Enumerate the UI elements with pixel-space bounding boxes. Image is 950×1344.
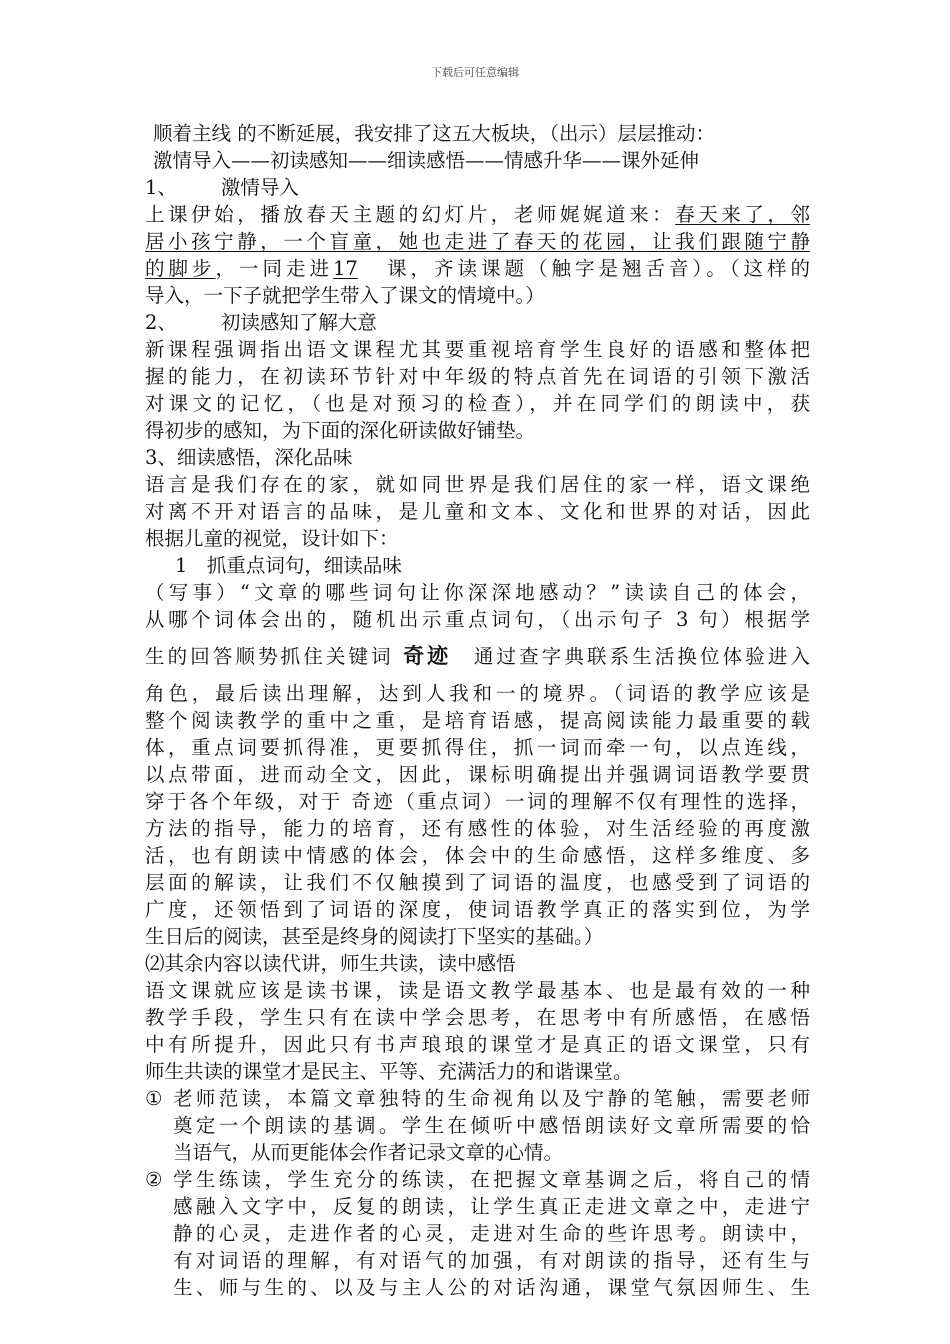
keyword-line: 生的回答顺势抓住关键词 奇迹 通过查字典联系生活换位体验进入 (145, 644, 810, 668)
section-2-line: 对课文的记忆，（也是对预习的检查），并在同学们的朗读中，获 (145, 392, 810, 415)
paragraph-line: 穿于各个年级，对于 奇迹（重点词）一词的理解不仅有理性的选择， (145, 790, 810, 813)
paragraph-line: 师生共读的课堂才是民主、平等、充满活力的和谐课堂。 (145, 1060, 633, 1083)
paragraph-line: 活，也有朗读中情感的体会，体会中的生命感悟，这样多维度、多 (145, 844, 810, 867)
section-1-line: 的脚步，一同走进17 课，齐读课题（触字是翘舌音）。（这样的 (145, 257, 810, 280)
item-line: 奠定一个朗读的基调。学生在倾听中感悟朗读好文章所需要的恰 (173, 1114, 810, 1137)
paragraph-line: 教学手段，学生只有在读中学会思考，在思考中有所感悟，在感悟 (145, 1006, 810, 1029)
item-line: 学生练读，学生充分的练读，在把握文章基调之后，将自己的情 (173, 1168, 810, 1191)
paragraph-line: 整个阅读教学的重中之重，是培育语感，提高阅读能力最重要的载 (145, 709, 810, 732)
numbered-item-2 (145, 1166, 810, 1301)
section-2-line: 握的能力，在初读环节针对中年级的特点首先在词语的引领下激活 (145, 365, 810, 388)
section-2-heading (145, 309, 810, 336)
section-3-line: 语言是我们存在的家，就如同世界是我们居住的家一样，语文课绝 (145, 473, 810, 496)
section-3-heading: 3、细读感悟，深化品味 (145, 446, 353, 469)
subheading-2: ⑵其余内容以读代讲，师生共读，读中感悟 (145, 952, 516, 975)
section-1-heading (145, 174, 810, 201)
document-body (145, 120, 810, 1301)
lesson-number: 17 (333, 257, 358, 280)
section-2-title: 初读感知了解大意 (220, 311, 377, 334)
section-2-line: 得初步的感知，为下面的深化研读做好铺垫。 (145, 419, 536, 442)
underlined-quote: 的脚步 (145, 257, 216, 280)
underlined-quote: 春天来了，邻 (675, 203, 810, 226)
item-line: 静的心灵，走进作者的心灵，走进对生命的些许思考。朗读中， (173, 1222, 810, 1245)
circled-number-2: ② (145, 1168, 163, 1191)
paragraph-line: 以点带面，进而动全文，因此，课标明确提出并强调词语教学要贯 (145, 763, 810, 786)
paragraph-line: 角色，最后读出理解，达到人我和一的境界。（词语的教学应该是 (145, 682, 810, 705)
section-2-number: 2、 (145, 311, 177, 334)
section-1-line: 居小孩宁静，一个盲童，她也走进了春天的花园，让我们跟随宁静 (145, 230, 810, 253)
paragraph-line: 层面的解读，让我们不仅触摸到了词语的温度，也感受到了词语的 (145, 871, 810, 894)
numbered-item-1 (145, 1085, 810, 1166)
section-1-line: 上课伊始，播放春天主题的幻灯片，老师娓娓道来：春天来了，邻 (145, 203, 810, 226)
subheading-1: 1 抓重点词句，细读品味 (175, 554, 402, 577)
circled-number-1: ① (145, 1087, 163, 1110)
paragraph-line: 中有所提升，因此只有书声琅琅的课堂才是真正的语文课堂，只有 (145, 1033, 810, 1056)
paragraph-line: 生日后的阅读，甚至是终身的阅读打下坚实的基础。） (145, 925, 604, 948)
section-2-line: 新课程强调指出语文课程尤其要重视培育学生良好的语感和整体把 (145, 338, 810, 361)
intro-line-1: 顺着主线 的不断延展，我安排了这五大板块，（出示）层层推动： (153, 122, 715, 145)
paragraph-line: 语文课就应该是读书课，读是语文教学最基本、也是最有效的一种 (145, 979, 810, 1002)
item-line: 当语气，从而更能体会作者记录文章的心情。 (173, 1141, 564, 1164)
intro-line-2: 激情导入——初读感知——细读感悟——情感升华——课外延伸 (153, 149, 700, 172)
paragraph-line: 体，重点词要抓得准，更要抓得住，抓一词而牵一句，以点连线， (145, 736, 810, 759)
section-1-number: 1、 (145, 176, 177, 199)
item-line: 生、师与生的、以及与主人公的对话沟通，课堂气氛因师生、生 (173, 1276, 810, 1299)
paragraph-line: （写事）“文章的哪些词句让你深深地感动？”读读自己的体会， (145, 581, 810, 604)
paragraph-line: 从哪个词体会出的，随机出示重点词句，（出示句子 3 句）根据学 (145, 608, 810, 631)
paragraph-line: 方法的指导，能力的培育，还有感性的体验，对生活经验的再度激 (145, 817, 810, 840)
keyword-qiji: 奇迹 (403, 644, 452, 668)
page-header: 下载后可任意编辑 (431, 66, 519, 79)
item-line: 老师范读，本篇文章独特的生命视角以及宁静的笔触，需要老师 (173, 1087, 810, 1110)
item-line: 感融入文字中，反复的朗读，让学生真正走进文章之中，走进宁 (173, 1195, 810, 1218)
section-1-title: 激情导入 (220, 176, 299, 199)
item-line: 有对词语的理解，有对语气的加强，有对朗读的指导，还有生与 (173, 1249, 810, 1272)
section-3-line: 对离不开对语言的品味，是儿童和文本、文化和世界的对话，因此 (145, 500, 810, 523)
section-1-line: 导入，一下子就把学生带入了课文的情境中。） (145, 284, 545, 307)
paragraph-line: 广度，还领悟到了词语的深度，使词语教学真正的落实到位，为学 (145, 898, 810, 921)
section-3-line: 根据儿童的视觉，设计如下： (145, 527, 399, 550)
